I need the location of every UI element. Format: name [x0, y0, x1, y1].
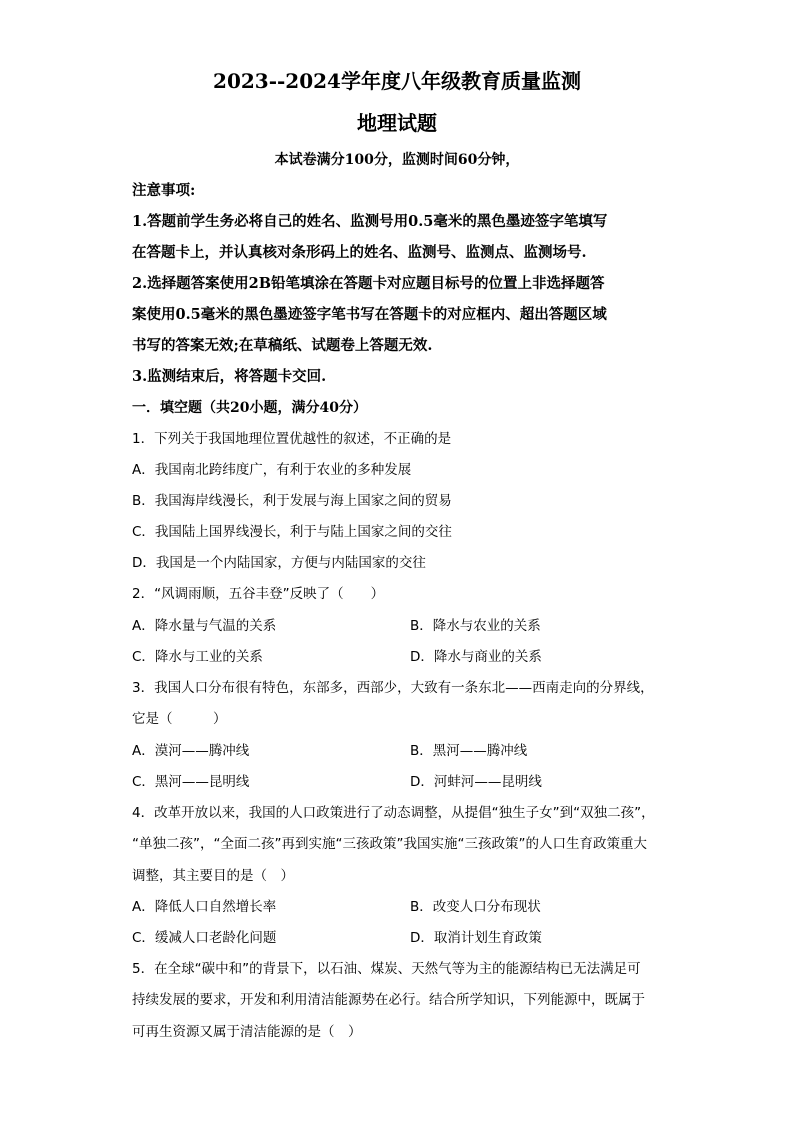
notice-line: 书写的答案无效;在草稿纸、试题卷上答题无效.	[132, 337, 433, 354]
notice-heading: 注意事项:	[132, 182, 196, 199]
question-option: D．降水与商业的关系	[410, 649, 542, 665]
question-option: C．黑河——昆明线	[132, 774, 250, 790]
exam-title: 2023--2024学年度八年级教育质量监测	[213, 69, 581, 93]
question-option: D．我国是一个内陆国家，方便与内陆国家的交往	[132, 555, 426, 571]
question-option: C．缓减人口老龄化问题	[132, 930, 277, 946]
question-stem: 2．“风调雨顺，五谷丰登”反映了（ ）	[132, 586, 385, 602]
notice-line: 案使用0.5毫米的黑色墨迹签字笔书写在答题卡的对应框内、超出答题区域	[132, 306, 607, 323]
question-stem: “单独二孩”，“全面二孩”再到实施“三孩政策”我国实施“三孩政策”的人口生育政策重大	[132, 836, 647, 852]
question-option: B．我国海岸线漫长，利于发展与海上国家之间的贸易	[132, 493, 452, 509]
section-heading: 一．填空题（共20小题，满分40分）	[132, 400, 367, 416]
question-stem: 它是（ ）	[132, 711, 227, 727]
question-option: B．降水与农业的关系	[410, 618, 541, 634]
question-option: A．漠河——腾冲线	[132, 743, 250, 759]
question-stem: 3．我国人口分布很有特色，东部多，西部少，大致有一条东北——西南走向的分界线，	[132, 680, 654, 696]
question-stem: 调整，其主要目的是（ ）	[132, 868, 294, 884]
question-option: B．改变人口分布现状	[410, 899, 541, 915]
question-stem: 持续发展的要求，开发和利用清洁能源势在必行。结合所学知识，下列能源中，既属于	[132, 992, 645, 1008]
notice-line: 在答题卡上，并认真核对条形码上的姓名、监测号、监测点、监测场号.	[132, 244, 587, 261]
question-option: B．黑河——腾冲线	[410, 743, 528, 759]
question-stem: 5．在全球“碳中和”的背景下，以石油、煤炭、天然气等为主的能源结构已无法满足可	[132, 961, 641, 977]
question-stem: 可再生资源又属于清洁能源的是（ ）	[132, 1024, 362, 1040]
notice-line: 1.答题前学生务必将自己的姓名、监测号用0.5毫米的黑色墨迹签字笔填写	[132, 213, 608, 230]
notice-line: 3.监测结束后，将答题卡交回.	[132, 368, 327, 385]
question-option: D．取消计划生育政策	[410, 930, 542, 946]
question-option: C．我国陆上国界线漫长，利于与陆上国家之间的交往	[132, 524, 452, 540]
notice-line: 2.选择题答案使用2B铅笔填涂在答题卡对应题目标号的位置上非选择题答	[132, 275, 605, 292]
question-option: D．河蚌河——昆明线	[410, 774, 542, 790]
question-option: A．降水量与气温的关系	[132, 618, 277, 634]
question-stem: 4．改革开放以来，我国的人口政策进行了动态调整，从提倡“独生子女”到“双独二孩”，	[132, 805, 655, 821]
question-option: A．我国南北跨纬度广，有利于农业的多种发展	[132, 462, 412, 478]
question-stem: 1．下列关于我国地理位置优越性的叙述，不正确的是	[132, 431, 452, 447]
subject-title: 地理试题	[357, 111, 437, 135]
question-option: A．降低人口自然增长率	[132, 899, 277, 915]
exam-info: 本试卷满分100分，监测时间60分钟，	[274, 152, 520, 168]
question-option: C．降水与工业的关系	[132, 649, 263, 665]
